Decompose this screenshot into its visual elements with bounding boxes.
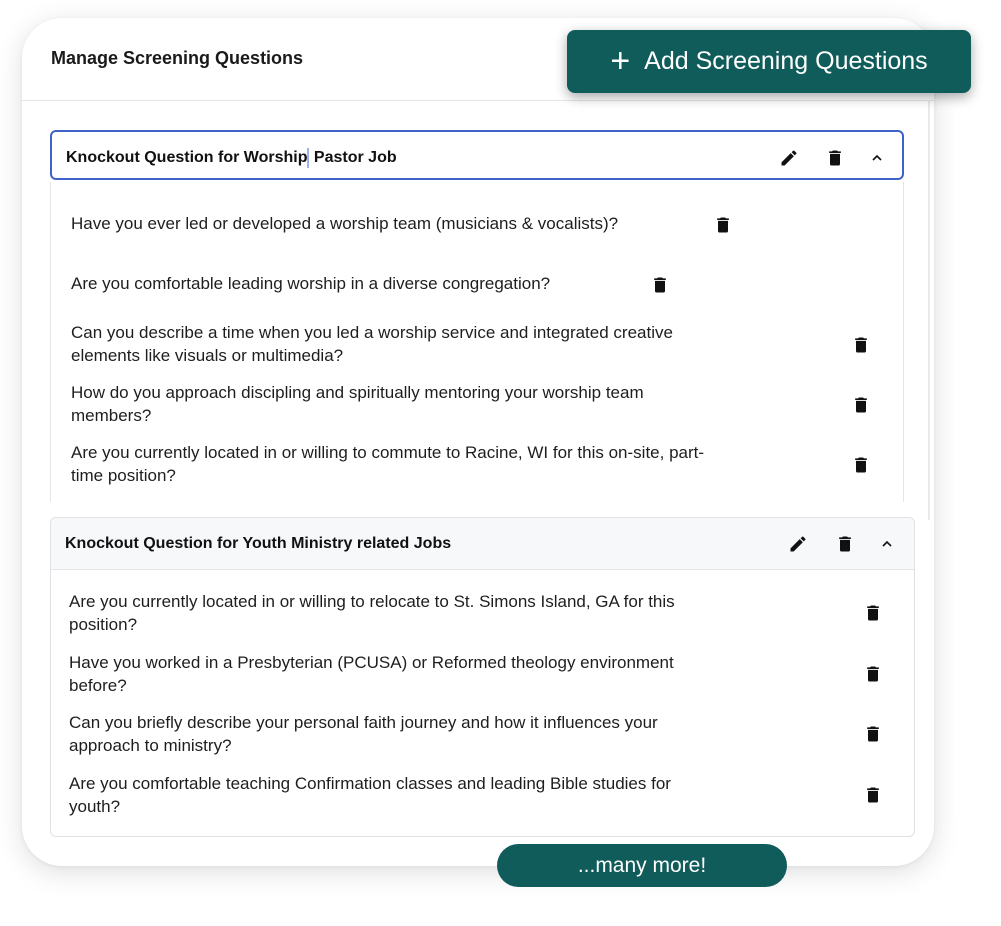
list-item: Are you currently located in or willing to relocate to St. Simons Island, GA for this position? (69, 592, 675, 634)
scroll-area-edge (928, 100, 930, 520)
list-item: How do you approach discipling and spiritually mentoring your worship team members? (71, 383, 644, 425)
trash-icon[interactable] (851, 335, 871, 355)
trash-icon[interactable] (823, 146, 847, 170)
add-button-label: Add Screening Questions (644, 47, 928, 75)
trash-icon[interactable] (713, 215, 733, 235)
group-title: Knockout Question for Worship Pastor Job (66, 149, 397, 167)
question-group-youth (50, 517, 915, 837)
trash-icon[interactable] (863, 603, 883, 623)
pencil-icon[interactable] (786, 532, 810, 556)
trash-icon[interactable] (863, 785, 883, 805)
list-item: Are you comfortable teaching Confirmation classes and leading Bible studies for youth? (69, 774, 671, 816)
group-body (50, 182, 904, 502)
trash-icon[interactable] (851, 455, 871, 475)
trash-icon[interactable] (650, 275, 670, 295)
plus-icon: + (610, 41, 631, 80)
trash-icon[interactable] (833, 532, 857, 556)
many-more-button[interactable] (497, 844, 787, 887)
chevron-up-icon[interactable] (875, 532, 899, 556)
trash-icon[interactable] (851, 395, 871, 415)
chevron-up-icon[interactable] (865, 146, 889, 170)
list-item: Have you worked in a Presbyterian (PCUSA) or Reformed theology environment before? (69, 653, 674, 695)
question-group-worship (50, 130, 904, 502)
pencil-icon[interactable] (777, 146, 801, 170)
page-title: Manage Screening Questions (51, 48, 304, 68)
list-item: Can you describe a time when you led a worship service and integrated creative elements like visuals or multimedia? (71, 323, 673, 365)
add-screening-questions-button[interactable] (567, 30, 971, 93)
list-item: Have you ever led or developed a worship team (musicians & vocalists)? (71, 214, 619, 233)
group-header[interactable] (51, 518, 914, 570)
header-divider (22, 100, 934, 101)
list-item: Can you briefly describe your personal faith journey and how it influences your approach to ministry? (69, 713, 658, 755)
trash-icon[interactable] (863, 724, 883, 744)
list-item: Are you comfortable leading worship in a diverse congregation? (71, 274, 551, 293)
many-more-label: ...many more! (577, 853, 707, 877)
trash-icon[interactable] (863, 664, 883, 684)
list-item: Are you currently located in or willing to commute to Racine, WI for this on-site, part- time position? (71, 443, 705, 485)
group-header[interactable] (50, 130, 904, 180)
group-title: Knockout Question for Youth Ministry related Jobs (65, 535, 452, 552)
